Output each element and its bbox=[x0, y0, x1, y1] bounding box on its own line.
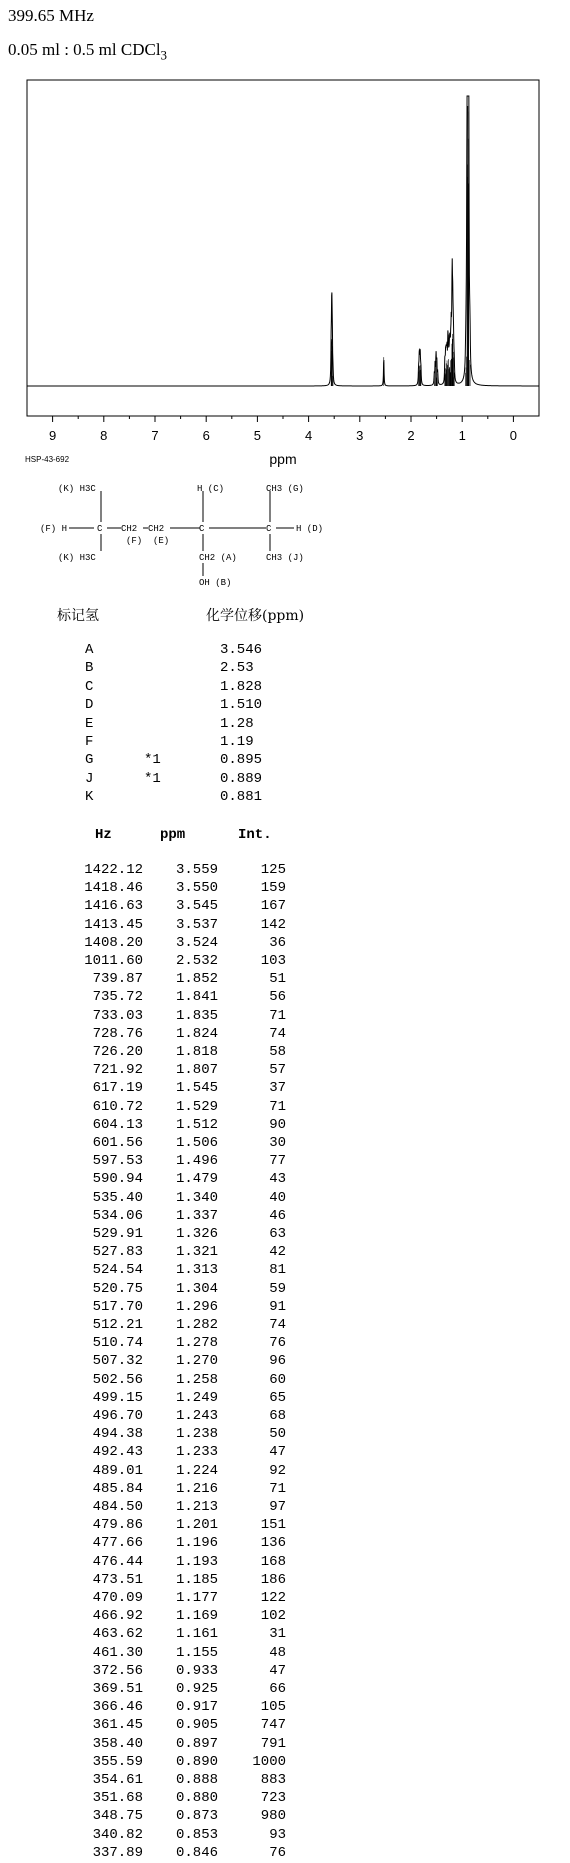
peak-int: 91 bbox=[269, 1298, 286, 1315]
x-tick-label-2: 2 bbox=[407, 428, 415, 443]
peak-int: 57 bbox=[269, 1062, 286, 1079]
peak-hz: 351.68 bbox=[92, 1790, 143, 1807]
peak-int: 159 bbox=[260, 880, 286, 897]
shift-table-header-hydrogen: 标记氢 bbox=[57, 608, 99, 624]
peak-ppm: 1.545 bbox=[175, 1080, 218, 1097]
peak-hz: 348.75 bbox=[92, 1808, 143, 1825]
x-tick-label-8: 8 bbox=[100, 428, 108, 443]
peak-ppm: 1.326 bbox=[175, 1226, 218, 1242]
x-tick-label-6: 6 bbox=[202, 428, 210, 443]
peak-hz: 477.66 bbox=[92, 1535, 143, 1552]
x-axis-label: ppm bbox=[269, 451, 297, 467]
peak-hz: 489.01 bbox=[92, 1462, 143, 1479]
peak-hz: 721.92 bbox=[92, 1062, 143, 1079]
shift-label: E bbox=[85, 715, 94, 732]
peak-hz: 476.44 bbox=[92, 1553, 143, 1570]
peak-hz: 590.94 bbox=[92, 1171, 143, 1188]
peak-int: 40 bbox=[269, 1189, 286, 1206]
structure-label-h-d: H (D) bbox=[296, 524, 324, 534]
peak-ppm: 3.537 bbox=[175, 916, 218, 933]
structure-label-ch2-f: CH2 bbox=[121, 524, 138, 534]
shift-label: K bbox=[85, 789, 94, 806]
sample-id: HSP-43-692 bbox=[25, 455, 70, 464]
peak-int: 71 bbox=[269, 1480, 286, 1497]
shift-note: *1 bbox=[144, 770, 161, 787]
structure-label-k-bottom: (K) H3C bbox=[58, 553, 96, 563]
peak-int: 43 bbox=[269, 1171, 286, 1188]
peak-ppm: 0.880 bbox=[175, 1790, 218, 1807]
structure-label-f-marker: (F) bbox=[126, 536, 143, 546]
peak-hz: 337.89 bbox=[92, 1844, 143, 1861]
peak-hz: 461.30 bbox=[92, 1644, 143, 1661]
peak-int: 151 bbox=[260, 1517, 286, 1534]
structure-label-ch3-g: CH3 (G) bbox=[266, 484, 304, 494]
shift-label: F bbox=[85, 734, 94, 750]
peak-ppm: 1.282 bbox=[175, 1317, 218, 1333]
peak-ppm: 1.337 bbox=[175, 1207, 218, 1224]
peak-int: 883 bbox=[260, 1772, 286, 1788]
peak-hz: 1422.12 bbox=[84, 862, 143, 878]
peak-hz: 463.62 bbox=[92, 1626, 143, 1643]
x-tick-label-3: 3 bbox=[356, 428, 364, 443]
peak-int: 92 bbox=[269, 1462, 286, 1479]
peak-int: 36 bbox=[269, 934, 286, 951]
peak-hz: 494.38 bbox=[92, 1426, 143, 1443]
peak-int: 30 bbox=[269, 1135, 286, 1151]
peak-ppm: 0.846 bbox=[175, 1844, 218, 1861]
spectrum-trace bbox=[27, 96, 539, 386]
peak-ppm: 1.841 bbox=[175, 989, 218, 1006]
peak-int: 980 bbox=[260, 1808, 286, 1825]
peak-ppm: 1.155 bbox=[175, 1644, 218, 1661]
peak-ppm: 1.278 bbox=[175, 1335, 218, 1352]
peak-ppm: 1.835 bbox=[175, 1007, 218, 1024]
peak-int: 125 bbox=[260, 862, 286, 878]
peak-hz: 1413.45 bbox=[84, 916, 143, 933]
peak-table-header-int: Int. bbox=[238, 827, 272, 843]
peak-int: 71 bbox=[269, 1098, 286, 1115]
peak-int: 74 bbox=[269, 1317, 286, 1333]
peak-ppm: 1.529 bbox=[175, 1098, 218, 1115]
peak-hz: 502.56 bbox=[92, 1371, 143, 1388]
peak-hz: 340.82 bbox=[92, 1826, 143, 1843]
peak-int: 142 bbox=[260, 916, 286, 933]
peak-int: 76 bbox=[269, 1335, 286, 1352]
peak-int: 102 bbox=[260, 1608, 286, 1625]
peak-int: 77 bbox=[269, 1153, 286, 1170]
peak-hz: 484.50 bbox=[92, 1499, 143, 1515]
peak-int: 68 bbox=[269, 1408, 286, 1424]
peak-ppm: 0.888 bbox=[175, 1772, 218, 1788]
shift-label: B bbox=[85, 660, 94, 677]
peak-hz: 499.15 bbox=[92, 1389, 143, 1406]
peak-hz: 610.72 bbox=[92, 1098, 143, 1115]
peak-ppm: 1.258 bbox=[175, 1371, 218, 1388]
structure-label-k-top: (K) H3C bbox=[58, 484, 96, 494]
peak-int: 47 bbox=[269, 1662, 286, 1679]
peak-table-header-hz: Hz bbox=[95, 827, 112, 843]
shift-ppm: 2.53 bbox=[220, 660, 254, 677]
x-tick-label-1: 1 bbox=[458, 428, 466, 443]
peak-hz: 479.86 bbox=[92, 1517, 143, 1534]
peak-ppm: 1.807 bbox=[175, 1062, 218, 1079]
peak-hz: 520.75 bbox=[92, 1280, 143, 1297]
peak-int: 167 bbox=[260, 898, 286, 915]
x-tick-label-0: 0 bbox=[509, 428, 518, 443]
peak-ppm: 1.233 bbox=[175, 1444, 218, 1461]
peak-hz: 358.40 bbox=[92, 1735, 143, 1752]
shift-label: D bbox=[85, 697, 94, 714]
peak-hz: 355.59 bbox=[92, 1753, 143, 1770]
structure-label-f-h: (F) H bbox=[40, 524, 68, 534]
shift-label: A bbox=[85, 642, 94, 658]
peak-hz: 1418.46 bbox=[84, 880, 143, 897]
shift-note: *1 bbox=[144, 752, 161, 769]
peak-ppm: 1.224 bbox=[175, 1462, 218, 1479]
shift-ppm: 1.19 bbox=[220, 734, 254, 750]
peak-hz: 354.61 bbox=[92, 1772, 143, 1788]
peak-ppm: 1.238 bbox=[175, 1426, 218, 1443]
plot-frame bbox=[27, 80, 539, 416]
peak-int: 31 bbox=[269, 1626, 286, 1643]
peak-hz: 470.09 bbox=[92, 1590, 143, 1606]
peak-ppm: 1.340 bbox=[175, 1189, 218, 1206]
peak-int: 168 bbox=[260, 1553, 286, 1570]
peak-hz: 733.03 bbox=[92, 1007, 143, 1024]
spectrometer-frequency: 399.65 MHz bbox=[8, 6, 94, 25]
peak-ppm: 0.925 bbox=[175, 1681, 218, 1697]
peak-int: 81 bbox=[269, 1262, 286, 1279]
peak-hz: 739.87 bbox=[92, 971, 143, 988]
peak-ppm: 1.216 bbox=[175, 1480, 218, 1497]
structure-label-e-marker: (E) bbox=[153, 536, 170, 546]
x-tick-label-9: 9 bbox=[48, 428, 57, 443]
peak-int: 51 bbox=[269, 971, 286, 988]
peak-hz: 534.06 bbox=[92, 1207, 143, 1224]
shift-label: C bbox=[85, 678, 94, 695]
sample-description-main: 0.05 ml : 0.5 ml CDCl bbox=[8, 40, 161, 59]
peak-hz: 529.91 bbox=[92, 1226, 143, 1242]
molecular-structure bbox=[30, 478, 350, 593]
peak-ppm: 1.479 bbox=[175, 1171, 218, 1188]
peak-hz: 597.53 bbox=[92, 1153, 143, 1170]
peak-int: 63 bbox=[269, 1226, 286, 1242]
shift-label: G bbox=[85, 752, 94, 769]
shift-ppm: 0.881 bbox=[220, 789, 263, 806]
nmr-spectrum-chart bbox=[0, 0, 570, 470]
peak-int: 48 bbox=[269, 1644, 286, 1661]
shift-ppm: 0.889 bbox=[220, 770, 263, 787]
peak-int: 747 bbox=[260, 1717, 286, 1734]
peak-int: 136 bbox=[260, 1535, 286, 1552]
shift-ppm: 3.546 bbox=[220, 642, 263, 658]
peak-int: 37 bbox=[269, 1080, 286, 1097]
peak-int: 58 bbox=[269, 1044, 286, 1060]
peak-ppm: 1.818 bbox=[175, 1044, 218, 1060]
peak-ppm: 1.824 bbox=[175, 1025, 218, 1042]
structure-label-c-right: C bbox=[266, 524, 272, 534]
x-tick-label-5: 5 bbox=[253, 428, 262, 443]
x-tick-label-7: 7 bbox=[151, 428, 159, 443]
peak-ppm: 3.550 bbox=[175, 880, 218, 897]
sample-description-subscript: 3 bbox=[160, 47, 168, 63]
peak-ppm: 1.313 bbox=[175, 1262, 218, 1279]
peak-hz: 726.20 bbox=[92, 1044, 143, 1060]
peak-ppm: 0.933 bbox=[175, 1662, 218, 1679]
shift-ppm: 0.895 bbox=[220, 752, 263, 769]
peak-int: 723 bbox=[260, 1790, 286, 1807]
peak-hz: 507.32 bbox=[92, 1353, 143, 1370]
peak-int: 71 bbox=[269, 1007, 286, 1024]
shift-ppm: 1.828 bbox=[220, 678, 263, 695]
peak-hz: 527.83 bbox=[92, 1244, 143, 1261]
peak-hz: 473.51 bbox=[92, 1571, 143, 1588]
shift-ppm: 1.28 bbox=[220, 715, 254, 732]
peak-ppm: 1.852 bbox=[175, 971, 218, 988]
peak-int: 76 bbox=[269, 1844, 286, 1861]
peak-hz: 512.21 bbox=[92, 1317, 143, 1333]
peak-ppm: 1.196 bbox=[175, 1535, 218, 1552]
peak-hz: 1408.20 bbox=[84, 934, 143, 951]
peak-ppm: 0.897 bbox=[175, 1735, 218, 1752]
peak-int: 66 bbox=[269, 1681, 286, 1697]
peak-hz: 601.56 bbox=[92, 1135, 143, 1151]
peak-hz: 496.70 bbox=[92, 1408, 143, 1424]
peak-int: 47 bbox=[269, 1444, 286, 1461]
peak-ppm: 1.177 bbox=[175, 1590, 218, 1606]
peak-hz: 517.70 bbox=[92, 1298, 143, 1315]
peak-ppm: 1.496 bbox=[175, 1153, 218, 1170]
peak-table-header-ppm: ppm bbox=[160, 827, 186, 843]
peak-int: 103 bbox=[260, 953, 286, 969]
peak-hz: 728.76 bbox=[92, 1025, 143, 1042]
peak-int: 74 bbox=[269, 1025, 286, 1042]
peak-ppm: 1.201 bbox=[175, 1517, 218, 1534]
peak-int: 186 bbox=[260, 1571, 286, 1588]
peak-ppm: 1.249 bbox=[175, 1389, 218, 1406]
peak-int: 90 bbox=[269, 1116, 286, 1133]
peak-hz: 372.56 bbox=[92, 1662, 143, 1679]
peak-ppm: 1.193 bbox=[175, 1553, 218, 1570]
peak-hz: 604.13 bbox=[92, 1116, 143, 1133]
peak-hz: 485.84 bbox=[92, 1480, 143, 1497]
peak-ppm: 1.296 bbox=[175, 1298, 218, 1315]
peak-hz: 369.51 bbox=[92, 1681, 143, 1697]
peak-ppm: 1.213 bbox=[175, 1499, 218, 1515]
peak-hz: 535.40 bbox=[92, 1189, 143, 1206]
shift-label: J bbox=[85, 770, 94, 787]
structure-label-oh-b: OH (B) bbox=[199, 578, 232, 588]
peak-ppm: 1.321 bbox=[175, 1244, 218, 1261]
peak-int: 97 bbox=[269, 1499, 286, 1515]
peak-ppm: 2.532 bbox=[175, 953, 218, 969]
peak-ppm: 0.905 bbox=[175, 1717, 218, 1734]
peak-ppm: 1.304 bbox=[175, 1280, 218, 1297]
peak-int: 93 bbox=[269, 1826, 286, 1843]
peak-int: 65 bbox=[269, 1389, 286, 1406]
peak-int: 46 bbox=[269, 1207, 286, 1224]
structure-label-ch2-a: CH2 (A) bbox=[199, 553, 237, 563]
peak-ppm: 0.890 bbox=[175, 1753, 218, 1770]
peak-int: 59 bbox=[269, 1280, 286, 1297]
peak-ppm: 3.559 bbox=[175, 862, 218, 878]
shift-table-header-ppm: 化学位移(ppm) bbox=[206, 608, 305, 624]
structure-label-ch3-j: CH3 (J) bbox=[266, 553, 304, 563]
peak-int: 50 bbox=[269, 1426, 286, 1443]
structure-label-h-c: H (C) bbox=[197, 484, 225, 494]
peak-ppm: 1.161 bbox=[175, 1626, 218, 1643]
x-tick-label-4: 4 bbox=[304, 428, 313, 443]
peak-ppm: 1.506 bbox=[175, 1135, 218, 1151]
peak-ppm: 1.185 bbox=[175, 1571, 218, 1588]
peak-hz: 492.43 bbox=[92, 1444, 143, 1461]
peak-ppm: 1.169 bbox=[175, 1608, 218, 1625]
peak-int: 105 bbox=[260, 1699, 286, 1716]
peak-ppm: 1.512 bbox=[175, 1116, 218, 1133]
peak-int: 791 bbox=[260, 1735, 286, 1752]
peak-ppm: 0.853 bbox=[175, 1826, 218, 1843]
peak-hz: 1416.63 bbox=[84, 898, 143, 915]
peak-int: 56 bbox=[269, 989, 286, 1006]
peak-int: 42 bbox=[269, 1244, 286, 1261]
peak-hz: 361.45 bbox=[92, 1717, 143, 1734]
peak-ppm: 0.873 bbox=[175, 1808, 218, 1825]
structure-label-ch2-e: CH2 bbox=[148, 524, 165, 534]
peak-hz: 524.54 bbox=[92, 1262, 143, 1279]
peak-int: 60 bbox=[269, 1371, 286, 1388]
peak-int: 1000 bbox=[252, 1753, 286, 1770]
peak-int: 122 bbox=[260, 1590, 286, 1606]
structure-label-c-center: C bbox=[199, 524, 205, 534]
peak-hz: 510.74 bbox=[92, 1335, 143, 1352]
peak-ppm: 0.917 bbox=[175, 1699, 218, 1716]
peak-ppm: 3.524 bbox=[175, 934, 218, 951]
peak-ppm: 3.545 bbox=[175, 898, 218, 915]
peak-hz: 617.19 bbox=[92, 1080, 143, 1097]
peak-hz: 735.72 bbox=[92, 989, 143, 1006]
peak-ppm: 1.243 bbox=[175, 1408, 218, 1424]
peak-hz: 1011.60 bbox=[84, 953, 143, 969]
structure-label-c-left: C bbox=[97, 524, 103, 534]
peak-int: 96 bbox=[269, 1353, 286, 1370]
shift-ppm: 1.510 bbox=[220, 697, 263, 714]
peak-hz: 466.92 bbox=[92, 1608, 143, 1625]
peak-hz: 366.46 bbox=[92, 1699, 143, 1716]
peak-ppm: 1.270 bbox=[175, 1353, 218, 1370]
